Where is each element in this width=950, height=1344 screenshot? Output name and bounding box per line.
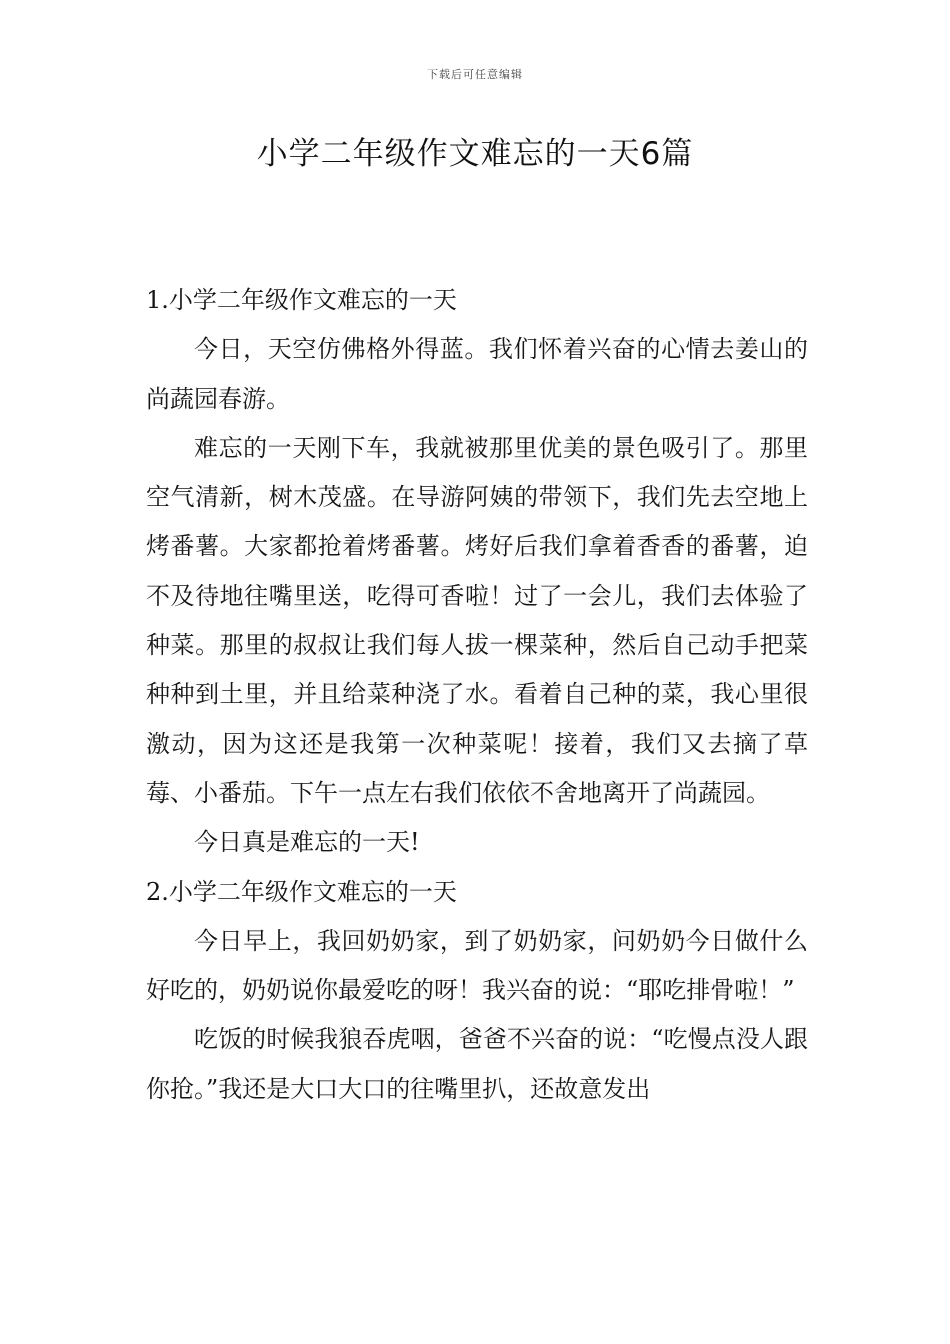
paragraph: 吃饭的时候我狼吞虎咽，爸爸不兴奋的说：“吃慢点没人跟你抢。”我还是大口大口的往嘴里扒，还故意发出 — [146, 1025, 808, 1103]
paragraph: 难忘的一天刚下车，我就被那里优美的景色吸引了。那里空气清新，树木茂盛。在导游阿姨的带领下，我们先去空地上烤番薯。大家都抢着烤番薯。烤好后我们拿着香香的番薯，迫不及待地往嘴里送，吃得可香啦！过了一会儿，我们去体验了种菜。那里的叔叔让我们每人拔一棵菜种，然后自己动手把菜种种到土里，并且给菜种浇了水。看着自己种的菜，我心里很激动，因为这还是我第一次种菜呢！接着，我们又去摘了草莓、小番茄。下午一点左右我们依依不舍地离开了尚蔬园。 — [146, 433, 808, 807]
paragraph: 今日早上，我回奶奶家，到了奶奶家，问奶奶今日做什么好吃的，奶奶说你最爱吃的呀！我兴奋的说：“耶吃排骨啦！” — [146, 926, 808, 1005]
header-note: 下载后可任意编辑 — [427, 68, 523, 81]
paragraph: 今日，天空仿佛格外得蓝。我们怀着兴奋的心情去姜山的尚蔬园春游。 — [146, 335, 808, 413]
document-body — [146, 276, 808, 1114]
section-heading: 1.小学二年级作文难忘的一天 — [146, 286, 457, 314]
paragraph: 今日真是难忘的一天! — [194, 828, 420, 857]
section-heading: 2.小学二年级作文难忘的一天 — [146, 877, 457, 906]
document-title: 小学二年级作文难忘的一天6篇 — [256, 136, 694, 172]
